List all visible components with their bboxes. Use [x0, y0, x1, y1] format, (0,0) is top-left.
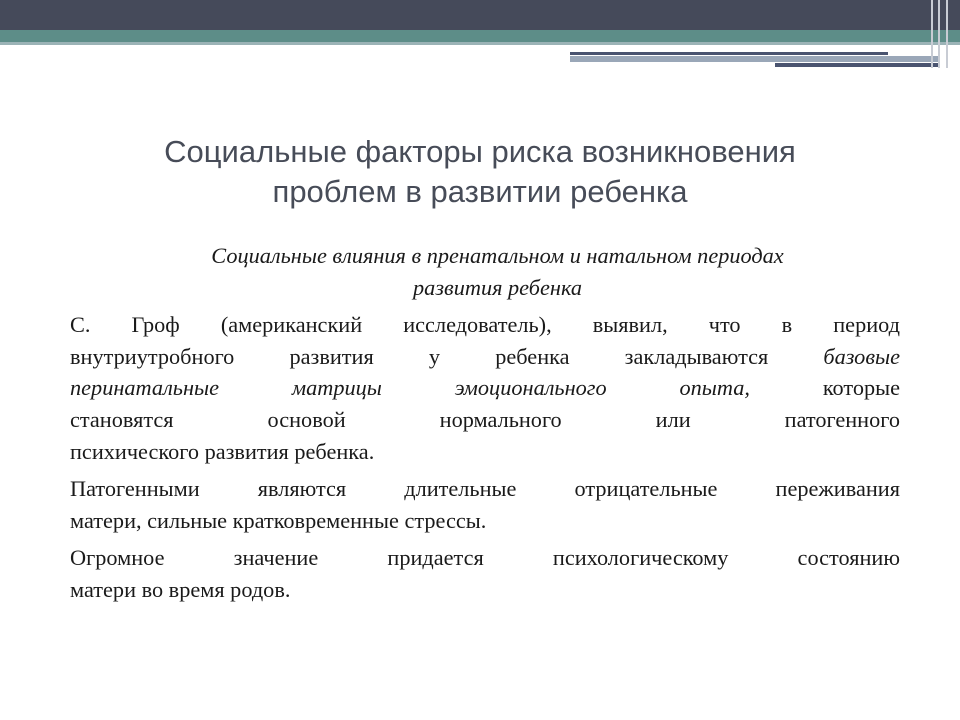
- paragraph-line: матери, сильные кратковременные стрессы.: [70, 507, 487, 533]
- paragraph-grof: [70, 309, 900, 467]
- paragraph-line: становятся основой нормального или патогенного: [70, 406, 900, 432]
- header-accent-band: [570, 56, 940, 62]
- slide-subtitle: [95, 240, 900, 303]
- header-vertical-line: [946, 0, 948, 68]
- header-bar-teal: [0, 30, 960, 42]
- paragraph-pathogenic: [70, 473, 900, 536]
- paragraph-line: [70, 341, 900, 373]
- slide-title-line: Социальные факторы риска возникновения: [164, 134, 796, 169]
- text-italic: базовые: [823, 343, 900, 369]
- paragraph-line: С. Гроф (американский исследователь), выявил, что в период: [70, 312, 900, 338]
- header-accent-line-short: [775, 63, 940, 67]
- slide-title: [60, 132, 900, 212]
- slide-title-line: проблем в развитии ребенка: [272, 174, 688, 209]
- paragraph-line: Огромное значение придается психологическому состоянию: [70, 545, 900, 571]
- text-plain: которые: [822, 375, 901, 401]
- header-vertical-line: [938, 0, 940, 68]
- slide-body: [70, 240, 900, 606]
- subtitle-line: Социальные влияния в пренатальном и натальном периодах: [211, 243, 784, 268]
- header-bar-dark: [0, 0, 960, 30]
- subtitle-line: развития ребенка: [413, 274, 582, 300]
- paragraph-line: психического развития ребенка.: [70, 438, 375, 464]
- paragraph-line: матери во время родов.: [70, 576, 291, 602]
- paragraph-line: [70, 372, 901, 404]
- text-italic: перинатальные матрицы эмоционального опыта,: [70, 375, 750, 401]
- text-plain: внутриутробного развития у ребенка закладываются: [70, 343, 769, 369]
- paragraph-birth: [70, 542, 900, 605]
- header-accent-line: [570, 52, 888, 55]
- header-bar-line: [0, 42, 960, 45]
- paragraph-line: Патогенными являются длительные отрицательные переживания: [70, 476, 900, 502]
- header-vertical-line: [931, 0, 933, 68]
